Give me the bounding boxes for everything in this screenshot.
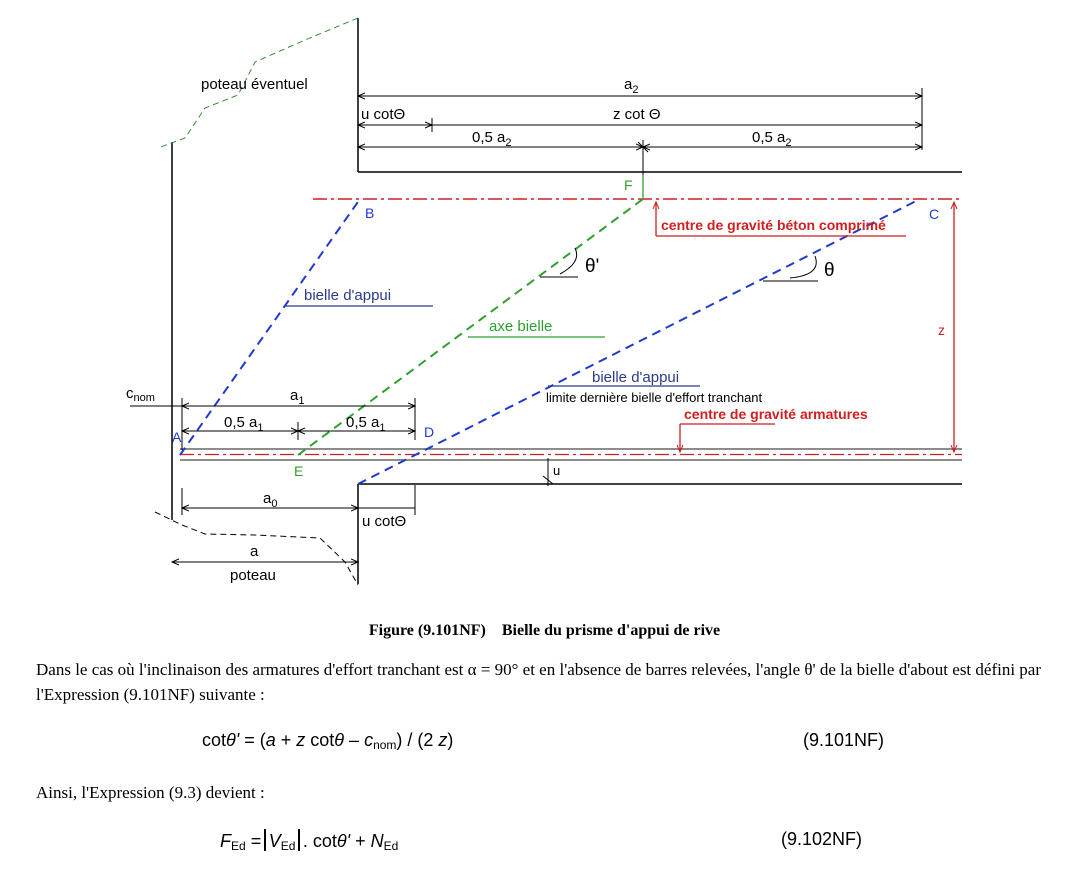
top-dimensions bbox=[358, 88, 922, 190]
equation-9-101NF: cotθ' = (a + z cotθ – cnom) / (2 z) bbox=[202, 730, 454, 752]
abs-bar-right bbox=[298, 829, 300, 851]
paragraph-1: Dans le cas où l'inclinaison des armatures d'effort tranchant est α = 90° et en l'absence de barres relevées, l'angle θ' de la bielle d'about est défini par l'Expression (9.101NF) suivante : bbox=[36, 660, 1042, 704]
label-a1: $a_1$ bbox=[290, 387, 305, 407]
rebar-lines bbox=[180, 449, 962, 460]
label-a: a bbox=[250, 543, 259, 560]
abs-bar-left bbox=[264, 829, 266, 851]
equation-number-9-101NF: (9.101NF) bbox=[803, 730, 885, 750]
label-z: z bbox=[938, 322, 945, 338]
label-centre-armatures: centre de gravité armatures bbox=[684, 406, 868, 422]
label-u: u bbox=[553, 463, 561, 478]
label-half-a2-left: 0,5 $a_2$ bbox=[472, 129, 512, 149]
label-theta: θ bbox=[824, 260, 835, 281]
strut-AB bbox=[180, 199, 360, 455]
column-outline bbox=[172, 18, 962, 584]
equation-9-102NF: FEd = VEd . cotθ' + NEd bbox=[220, 831, 399, 853]
label-half-a1-left: 0,5 $a_1$ bbox=[224, 414, 264, 434]
point-B: B bbox=[365, 205, 375, 221]
label-bielle-appui-2: bielle d'appui bbox=[592, 369, 680, 386]
label-u-cot-bottom: u cotΘ bbox=[362, 513, 407, 530]
figure-caption: Figure (9.101NF) Bielle du prisme d'appui de rive bbox=[368, 622, 721, 639]
label-poteau: poteau bbox=[230, 567, 276, 584]
paragraph-2: Ainsi, l'Expression (9.3) devient : bbox=[36, 783, 265, 802]
point-C: C bbox=[929, 206, 940, 222]
label-c-nom: $c_{nom}$ bbox=[126, 385, 155, 404]
label-bielle-appui: bielle d'appui bbox=[304, 287, 392, 304]
label-a0: $a_0$ bbox=[263, 490, 278, 510]
label-half-a1-right: 0,5 $a_1$ bbox=[346, 414, 386, 434]
label-a2: $a_2$ bbox=[624, 76, 639, 96]
label-theta-prime: θ' bbox=[585, 256, 600, 277]
label-z-cot: z cot Θ bbox=[613, 106, 661, 123]
label-centre-beton: centre de gravité béton comprimé bbox=[661, 217, 886, 233]
point-E: E bbox=[294, 463, 304, 479]
equation-number-9-102NF: (9.102NF) bbox=[781, 829, 863, 849]
label-poteau-eventuel: poteau éventuel bbox=[201, 76, 308, 93]
bottom-dimensions bbox=[130, 398, 553, 562]
point-A: A bbox=[172, 429, 182, 445]
label-axe-bielle: axe bielle bbox=[489, 318, 553, 335]
theta-prime-angle-arc bbox=[560, 248, 577, 274]
label-half-a2-right: 0,5 $a_2$ bbox=[752, 129, 792, 149]
point-D: D bbox=[424, 424, 435, 440]
label-limite: limite dernière bielle d'effort tranchant bbox=[546, 390, 763, 405]
point-F: F bbox=[624, 177, 633, 193]
strut-DC bbox=[358, 199, 920, 484]
label-u-cot-top: u cotΘ bbox=[361, 106, 406, 123]
